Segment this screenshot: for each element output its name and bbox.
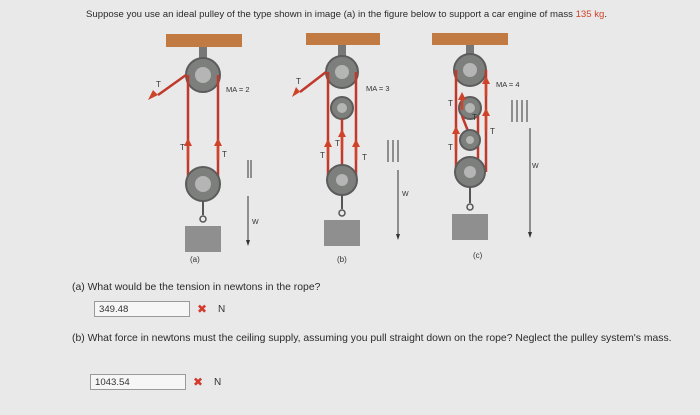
weight-block bbox=[324, 220, 360, 246]
mass-value: 135 kg bbox=[575, 9, 605, 20]
ma-label: MA = 2 bbox=[226, 85, 250, 94]
tension-label: T bbox=[362, 153, 367, 162]
weight-block bbox=[185, 226, 221, 252]
ceiling-beam bbox=[306, 33, 380, 45]
panel-label: (b) bbox=[337, 255, 347, 264]
tension-label: T bbox=[156, 80, 161, 89]
panel-label: (a) bbox=[190, 255, 200, 264]
weight-label: W bbox=[532, 163, 539, 170]
tension-label: T bbox=[448, 143, 453, 152]
ma-label: MA = 4 bbox=[496, 80, 520, 89]
panel-c bbox=[432, 33, 539, 260]
weight-label: W bbox=[252, 219, 259, 226]
tension-label: T bbox=[296, 77, 301, 86]
problem-text-end: . bbox=[604, 9, 608, 20]
part-a-question: (a) What would be the tension in newtons in the rope? bbox=[72, 282, 321, 293]
tension-label: T bbox=[335, 139, 340, 148]
part-a-answer-input[interactable]: 349.48 bbox=[94, 301, 190, 317]
panel-a bbox=[148, 34, 259, 264]
part-b-unit: N bbox=[214, 376, 222, 388]
tension-label: T bbox=[448, 99, 453, 108]
ma-label: MA = 3 bbox=[366, 84, 390, 93]
tension-label: T bbox=[222, 150, 227, 159]
tension-label: T bbox=[472, 113, 477, 122]
part-b-question: (b) What force in newtons must the ceiling supply, assuming you pull straight down on the rope? Neglect the pulley system's mass. bbox=[72, 333, 672, 344]
part-a-unit: N bbox=[218, 303, 226, 315]
problem-text: Suppose you use an ideal pulley of the type shown in image (a) in the figure below to support a car engine of mass bbox=[86, 9, 576, 20]
x-mark-icon: ✖ bbox=[196, 302, 208, 316]
ceiling-beam bbox=[432, 33, 508, 45]
weight-label: W bbox=[402, 191, 409, 198]
ceiling-beam bbox=[166, 34, 242, 47]
part-a-answer-row bbox=[94, 301, 225, 317]
part-b-answer-input[interactable]: 1043.54 bbox=[90, 374, 186, 390]
weight-block bbox=[452, 214, 488, 240]
part-b-answer-row bbox=[90, 374, 221, 390]
panel-label: (c) bbox=[473, 251, 483, 260]
tension-label: T bbox=[320, 151, 325, 160]
x-mark-icon: ✖ bbox=[192, 375, 204, 389]
tension-label: T bbox=[180, 143, 185, 152]
panel-b bbox=[292, 33, 409, 264]
tension-label: T bbox=[490, 127, 495, 136]
